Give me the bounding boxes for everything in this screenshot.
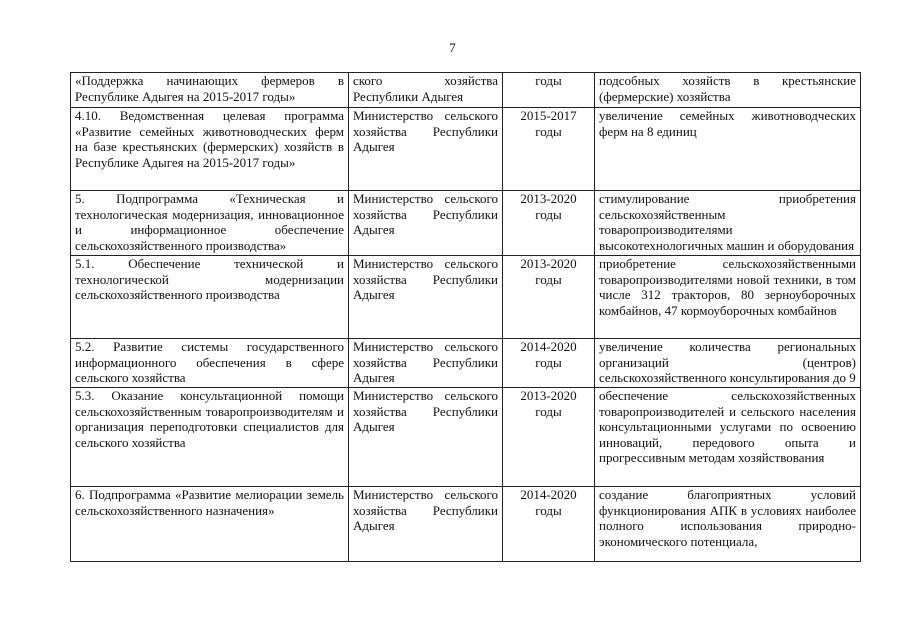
result-cell: подсобных хозяйств в крестьянские (фермерские) хозяйства <box>595 73 861 108</box>
ministry-cell: Министерство сельского хозяйства Республики Адыгея <box>349 191 503 256</box>
result-cell: приобретение сельскохозяйственными товаропроизводителями новой техники, в том числе 312 тракторов, 80 зерноуборочных комбайнов, 47 кормоуборочных комбайнов <box>595 256 861 339</box>
term-cell: 2013-2020 годы <box>503 191 595 256</box>
ministry-cell: Министерство сельского хозяйства Республики Адыгея <box>349 256 503 339</box>
program-name-cell: 5.3. Оказание консультационной помощи сельскохозяйственным товаропроизводителям и организация переподготовки специалистов для сельского хозяйства <box>71 388 349 487</box>
term-cell: годы <box>503 73 595 108</box>
ministry-cell: Министерство сельского хозяйства Республики Адыгея <box>349 108 503 191</box>
ministry-cell: Министерство сельского хозяйства Республики Адыгея <box>349 487 503 562</box>
result-cell: создание благоприятных условий функционирования АПК в условиях наиболее полного использования природно-экономического потенциала, <box>595 487 861 562</box>
table-row <box>71 388 861 487</box>
result-cell: увеличение количества региональных организаций (центров) сельскохозяйственного консультирования до 9 <box>595 339 861 388</box>
program-name-cell: 5.2. Развитие системы государственного информационного обеспечения в сфере сельского хозяйства <box>71 339 349 388</box>
table-row <box>71 487 861 562</box>
table-row <box>71 191 861 256</box>
table-row <box>71 339 861 388</box>
table-row <box>71 108 861 191</box>
term-cell: 2014-2020 годы <box>503 487 595 562</box>
result-cell: увеличение семейных животноводческих ферм на 8 единиц <box>595 108 861 191</box>
program-name-cell: 5. Подпрограмма «Техническая и технологическая модернизация, инновационное и информационное обеспечение сельскохозяйственного производства» <box>71 191 349 256</box>
ministry-cell: Министерство сельского хозяйства Республики Адыгея <box>349 388 503 487</box>
program-name-cell: 4.10. Ведомственная целевая программа «Развитие семейных животноводческих ферм на базе крестьянских (фермерских) хозяйств в Республике Адыгея на 2015-2017 годы» <box>71 108 349 191</box>
ministry-cell: ского хозяйства Республики Адыгея <box>349 73 503 108</box>
term-cell: 2014-2020 годы <box>503 339 595 388</box>
program-table <box>70 72 861 562</box>
ministry-cell: Министерство сельского хозяйства Республики Адыгея <box>349 339 503 388</box>
page-number: 7 <box>449 40 456 55</box>
term-cell: 2013-2020 годы <box>503 388 595 487</box>
result-cell: стимулирование приобретения сельскохозяйственным товаропроизводителями высокотехнологичных машин и оборудования <box>595 191 861 256</box>
program-name-cell: 5.1. Обеспечение технической и технологической модернизации сельскохозяйственного производства <box>71 256 349 339</box>
program-name-cell: 6. Подпрограмма «Развитие мелиорации земель сельскохозяйственного назначения» <box>71 487 349 562</box>
program-name-cell: «Поддержка начинающих фермеров в Республике Адыгея на 2015-2017 годы» <box>71 73 349 108</box>
table-row <box>71 73 861 108</box>
term-cell: 2015-2017 годы <box>503 108 595 191</box>
result-cell: обеспечение сельскохозяйственных товаропроизводителей и сельского населения консультационными услугами по освоению инноваций, передового опыта и прогрессивным методам хозяйствования <box>595 388 861 487</box>
table-row <box>71 256 861 339</box>
term-cell: 2013-2020 годы <box>503 256 595 339</box>
